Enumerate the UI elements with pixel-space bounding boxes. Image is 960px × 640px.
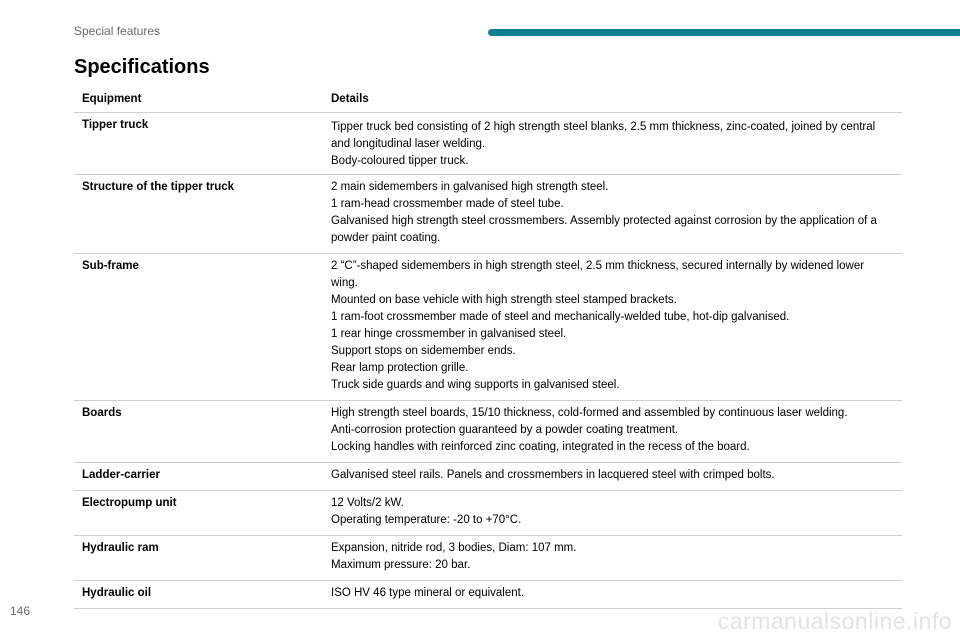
detail-line: 2 main sidemembers in galvanised high strength steel.: [331, 181, 609, 193]
detail-line: High strength steel boards, 15/10 thickness, cold-formed and assembled by continuous laser welding.: [331, 407, 848, 419]
details-cell: [323, 463, 902, 491]
detail-line: Maximum pressure: 20 bar.: [331, 559, 471, 571]
details-cell: [323, 254, 902, 401]
equipment-cell: Hydraulic oil: [74, 581, 323, 609]
details-cell: [323, 581, 902, 609]
table-row: [74, 113, 902, 175]
equipment-cell: Structure of the tipper truck: [74, 175, 323, 254]
table-row: [74, 536, 902, 581]
equipment-cell: Sub-frame: [74, 254, 323, 401]
detail-line: Support stops on sidemember ends.: [331, 345, 516, 357]
running-head: Special features: [74, 24, 161, 38]
detail-line: 1 ram-foot crossmember made of steel and mechanically-welded tube, hot-dip galvanised.: [331, 311, 790, 323]
detail-line: Truck side guards and wing supports in galvanised steel.: [331, 379, 620, 391]
detail-line: Body-coloured tipper truck.: [331, 155, 469, 167]
detail-line: Operating temperature: -20 to +70°C.: [331, 514, 522, 526]
header-accent-bar: [488, 29, 960, 36]
detail-line: 1 ram-head crossmember made of steel tube.: [331, 198, 564, 210]
detail-line: 2 “C”-shaped sidemembers in high strength steel, 2.5 mm thickness, secured internally by widened lower wing.: [331, 260, 865, 289]
detail-line: Galvanised steel rails. Panels and crossmembers in lacquered steel with crimped bolts.: [331, 469, 775, 481]
detail-line: Locking handles with reinforced zinc coating, integrated in the recess of the board.: [331, 441, 750, 453]
detail-line: Mounted on base vehicle with high strength steel stamped brackets.: [331, 294, 677, 306]
specifications-table: [74, 86, 902, 609]
details-cell: [323, 175, 902, 254]
detail-line: 1 rear hinge crossmember in galvanised steel.: [331, 328, 567, 340]
details-cell: [323, 401, 902, 463]
watermark: carmanualsonline.info: [717, 608, 952, 634]
equipment-cell: Electropump unit: [74, 491, 323, 536]
equipment-cell: Ladder-carrier: [74, 463, 323, 491]
detail-line: Rear lamp protection grille.: [331, 362, 469, 374]
page-number: 146: [10, 604, 31, 618]
table-row: [74, 581, 902, 609]
equipment-cell: Boards: [74, 401, 323, 463]
equipment-cell: Hydraulic ram: [74, 536, 323, 581]
table-header-row: [74, 86, 902, 113]
table-row: [74, 254, 902, 401]
column-header-details: Details: [323, 86, 902, 113]
detail-line: ISO HV 46 type mineral or equivalent.: [331, 587, 525, 599]
detail-line: Galvanised high strength steel crossmembers. Assembly protected against corrosion by the application of a powder paint coating.: [331, 215, 877, 244]
table-row: [74, 401, 902, 463]
detail-line: 12 Volts/2 kW.: [331, 497, 404, 509]
detail-line: Anti-corrosion protection guaranteed by a powder coating treatment.: [331, 424, 679, 436]
page-title: Specifications: [74, 56, 210, 78]
details-cell: [323, 113, 902, 175]
detail-line: Tipper truck bed consisting of 2 high strength steel blanks, 2.5 mm thickness, zinc-coated, joined by central and longitudinal laser welding.: [331, 121, 876, 150]
details-cell: [323, 491, 902, 536]
table-row: [74, 175, 902, 254]
detail-line: Expansion, nitride rod, 3 bodies, Diam: 107 mm.: [331, 542, 577, 554]
table-row: [74, 491, 902, 536]
column-header-equipment: Equipment: [74, 86, 323, 113]
details-cell: [323, 536, 902, 581]
equipment-cell: Tipper truck: [74, 113, 323, 175]
table-row: [74, 463, 902, 491]
